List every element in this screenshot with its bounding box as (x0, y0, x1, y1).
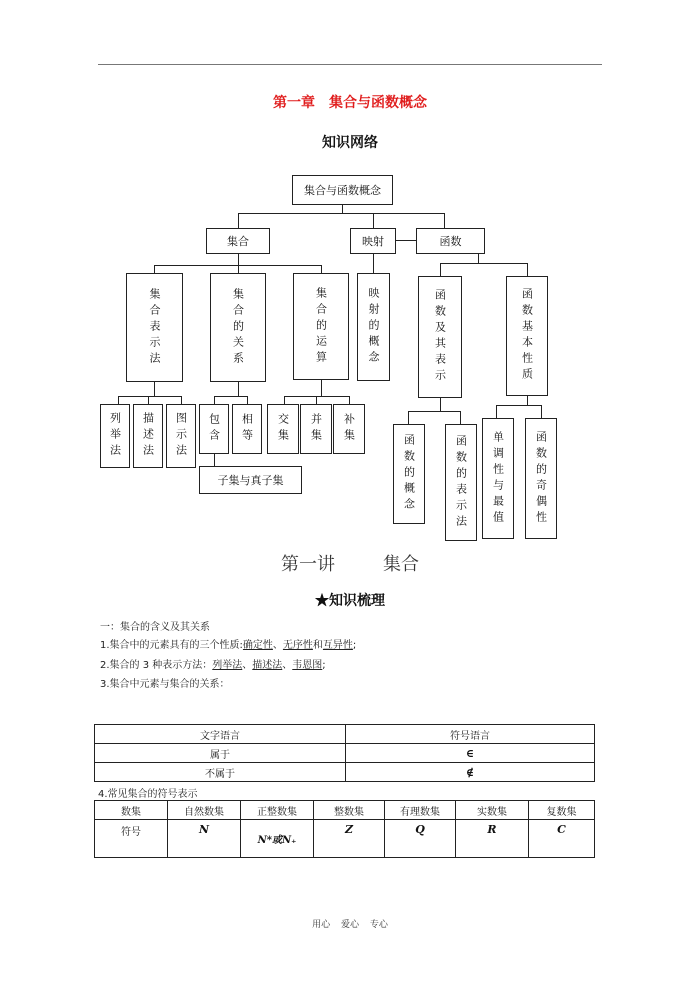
diagram-method-box: 图示法 (166, 404, 196, 468)
ns-symbol-natural: N (168, 820, 241, 858)
section1-line3: 3.集合中元素与集合的关系： (100, 679, 230, 690)
section4-heading: 4.常见集合的符号表示 (98, 789, 198, 800)
equality-box: 相等 (232, 404, 262, 454)
ns-header: 有理数集 (385, 801, 456, 820)
relation-header-symbol: 符号语言 (346, 725, 595, 744)
relation-header-text: 文字语言 (95, 725, 346, 744)
ns-header: 自然数集 (168, 801, 241, 820)
root-box: 集合与函数概念 (292, 175, 393, 205)
ns-header: 实数集 (456, 801, 529, 820)
relation-not-belongs-symbol: ∉ (346, 763, 595, 782)
set-relation-box: 集合的关系 (210, 273, 266, 382)
mapping-box: 映射 (350, 228, 396, 254)
relation-belongs-text: 属于 (95, 744, 346, 763)
relation-belongs-symbol: ∈ (346, 744, 595, 763)
ns-symbol-real: R (456, 820, 529, 858)
set-box: 集合 (206, 228, 270, 254)
network-title: 知识网络 (322, 135, 378, 151)
ns-header: 复数集 (529, 801, 595, 820)
enumeration-box: 列举法 (100, 404, 130, 468)
section1-line2: 2.集合的 3 种表示方法：列举法、描述法、韦恩图; (100, 660, 326, 671)
union-box: 并集 (300, 404, 332, 454)
monotonicity-box: 单调性与最值 (482, 418, 514, 539)
function-property-box: 函数基本性质 (506, 276, 548, 396)
ns-row-label: 符号 (95, 820, 168, 858)
ns-symbol-rational: Q (385, 820, 456, 858)
complement-box: 补集 (333, 404, 365, 454)
lecture-title: 第一讲 集合 (281, 554, 419, 575)
mapping-concept-box: 映射的概念 (357, 273, 390, 381)
ns-header: 整数集 (314, 801, 385, 820)
function-box: 函数 (416, 228, 485, 254)
number-sets-table (94, 800, 595, 858)
function-representation-box: 函数及其表示 (418, 276, 462, 398)
subset-box: 子集与真子集 (199, 466, 302, 494)
review-title: ★知识梳理 (315, 593, 385, 609)
parity-box: 函数的奇偶性 (525, 418, 557, 539)
section1-line1: 1.集合中的元素具有的三个性质:确定性、无序性和互异性; (100, 640, 357, 651)
relation-not-belongs-text: 不属于 (95, 763, 346, 782)
ns-header: 数集 (95, 801, 168, 820)
inclusion-box: 包含 (199, 404, 229, 454)
chapter-title: 第一章 集合与函数概念 (273, 95, 427, 111)
ns-symbol-complex: C (529, 820, 595, 858)
page-footer: 用心 爱心 专心 (312, 920, 388, 930)
ns-symbol-positive: N*或N₊ (241, 820, 314, 858)
set-operation-box: 集合的运算 (293, 273, 349, 380)
intersection-box: 交集 (267, 404, 299, 454)
ns-header: 正整数集 (241, 801, 314, 820)
header-rule (98, 64, 602, 65)
relation-table (94, 724, 595, 782)
ns-symbol-integer: Z (314, 820, 385, 858)
section1-heading: 一：集合的含义及其关系 (100, 622, 210, 633)
description-box: 描述法 (133, 404, 163, 468)
function-concept-box: 函数的概念 (393, 424, 425, 524)
set-representation-box: 集合表示法 (126, 273, 183, 382)
function-notation-box: 函数的表示法 (445, 424, 477, 541)
